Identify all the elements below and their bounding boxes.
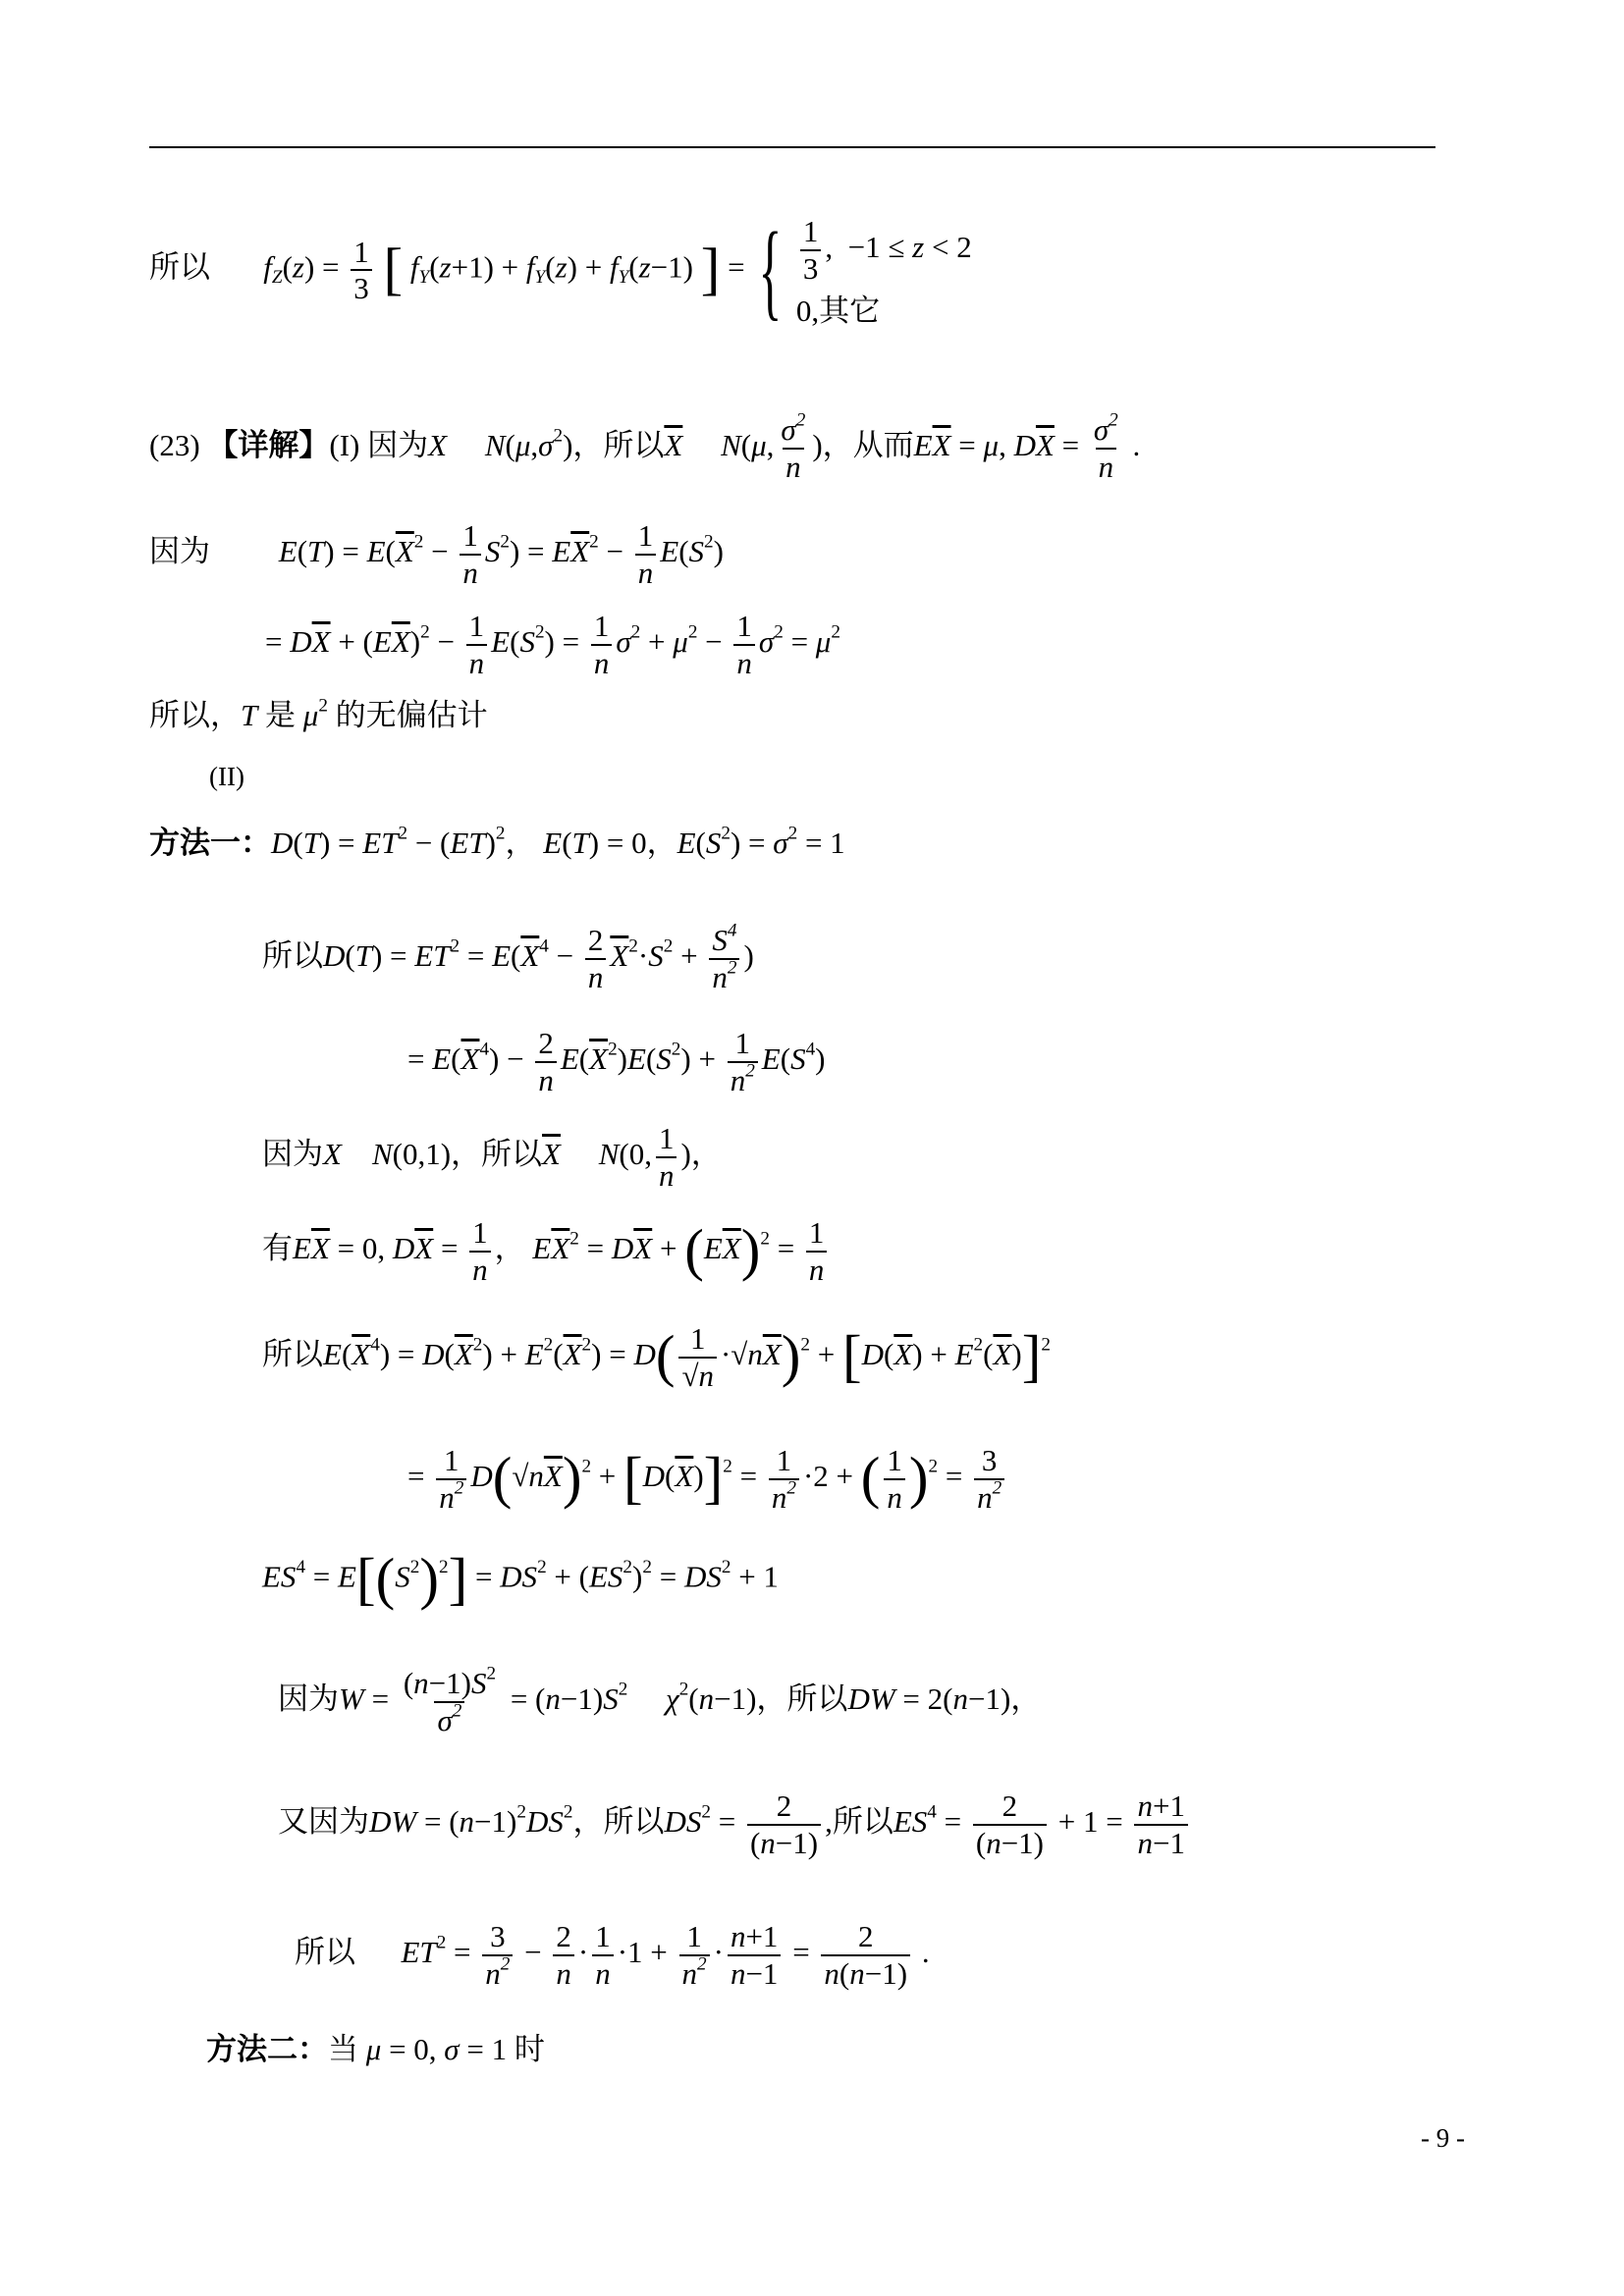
formula-line-1: 所以 $f_Z(z)$ = $\frac{1}{3}$ [ $f_Y(z+1) + f_Y(z) + f_Y(z-1)$ ] = { $\frac{1}{3}$ , −1 ≤ z < 2 0,其它: [149, 210, 972, 331]
formula-line-8: 所以$D(T) = ET^2 = E(\overline{X}^4$ − $\frac{2}{n}$ $\overline{X}^2\cdot S^2$ + $\frac{S^4}{n^2}$ ): [262, 920, 754, 994]
formula-line-16: 又因为DW = $(n-1)^2DS^2$，所以$DS^2$ = $\frac{2}{(n-1)}$ ,所以$ES^4$ = $\frac{2}{(n-1)}$ + 1 = $\frac{n+1}{n-1}$: [278, 1789, 1192, 1860]
formula-line-18: 方法二：当 μ = 0, σ = 1 时: [206, 2032, 545, 2066]
formula-line-7: 方法一：$D(T) = ET^2 - (ET)^2$， E(T) = 0，$E(S^2) = \sigma^2 = 1$: [149, 823, 845, 860]
formula-line-3: 因为 $E(T) = E(\overline{X}^2$ − $\frac{1}{n}$ $S^2) = E\overline{X}^2$ − $\frac{1}{n}$ $E(S^2)$: [149, 518, 724, 590]
formula-line-2: (23) 【详解】(I) 因为X $N(\mu,\sigma^2)$，所以$\overline{X}$ N(μ, $\frac{\sigma^2}{n}$ )，从而$E\overline{X} = \mu$, $D\overline{X}$ = $\frac{\sigma^2}{n}$ .: [149, 409, 1141, 484]
formula-line-4: = $D\overline{X} + (E\overline{X})^2$ − $\frac{1}{n}$ $E(S^2)$ = $\frac{1}{n}$ $\sigma^2 + \mu^2$ − $\frac{1}{n}$ $\sigma^2 = \mu^2$: [265, 609, 840, 680]
formula-line-9: = $E(\overline{X}^4)$ − $\frac{2}{n}$ $E(\overline{X}^2)E(S^2)$ + $\frac{1}{n^2}$ $E(S^4)$: [407, 1026, 826, 1097]
page-number: - 9 -: [1421, 2123, 1465, 2153]
formula-line-17: 所以 $ET^2$ = $\frac{3}{n^2}$ − $\frac{2}{n}$ · $\frac{1}{n}$ ·1 + $\frac{1}{n^2}$ · $\frac{n+1}{n-1}$ = $\frac{2}{n(n-1)}$ .: [295, 1919, 930, 1991]
formula-line-6: (II): [209, 762, 244, 791]
formula-line-12: 所以$E(\overline{X}^4) = D(\overline{X}^2) + E^2(\overline{X}^2) = D$( $\frac{1}{√n}$ $\cdot√n\overline{X})^2 + [D(\overline{X}) + E^2(\overline{X})]^2$: [262, 1321, 1051, 1393]
formula-line-15: 因为W = $\frac{(n-1)S^2}{\sigma^2}$ = $(n-1)S^2$ $\chi^2(n-1)$，所以DW = 2(n−1)，: [278, 1663, 1042, 1737]
formula-line-11: 有$E\overline{X} = 0$, $D\overline{X}$ = $\frac{1}{n}$ ， $E\overline{X}^2 = D\overline{X} + (E\overline{X})^2$ = $\frac{1}{n}$: [262, 1215, 831, 1287]
formula-line-10: 因为X N(0,1)，所以$\overline{X}$ N(0, $\frac{1}{n}$ )，: [262, 1121, 722, 1193]
formula-line-14: $ES^4 = E[(S^2)^2] = DS^2 + (ES^2)^2 = DS^2 + 1$: [262, 1547, 779, 1611]
formula-line-13: = $\frac{1}{n^2}$ $D(√n\overline{X})^2 + [D(\overline{X})]^2$ = $\frac{1}{n^2}$ ·2 + ( $\frac{1}{n}$ )$^2$ = $\frac{3}{n^2}$: [407, 1443, 1008, 1515]
formula-line-5: 所以，T 是 $\mu^2$ 的无偏估计: [149, 695, 488, 732]
header-rule: [149, 146, 1435, 148]
